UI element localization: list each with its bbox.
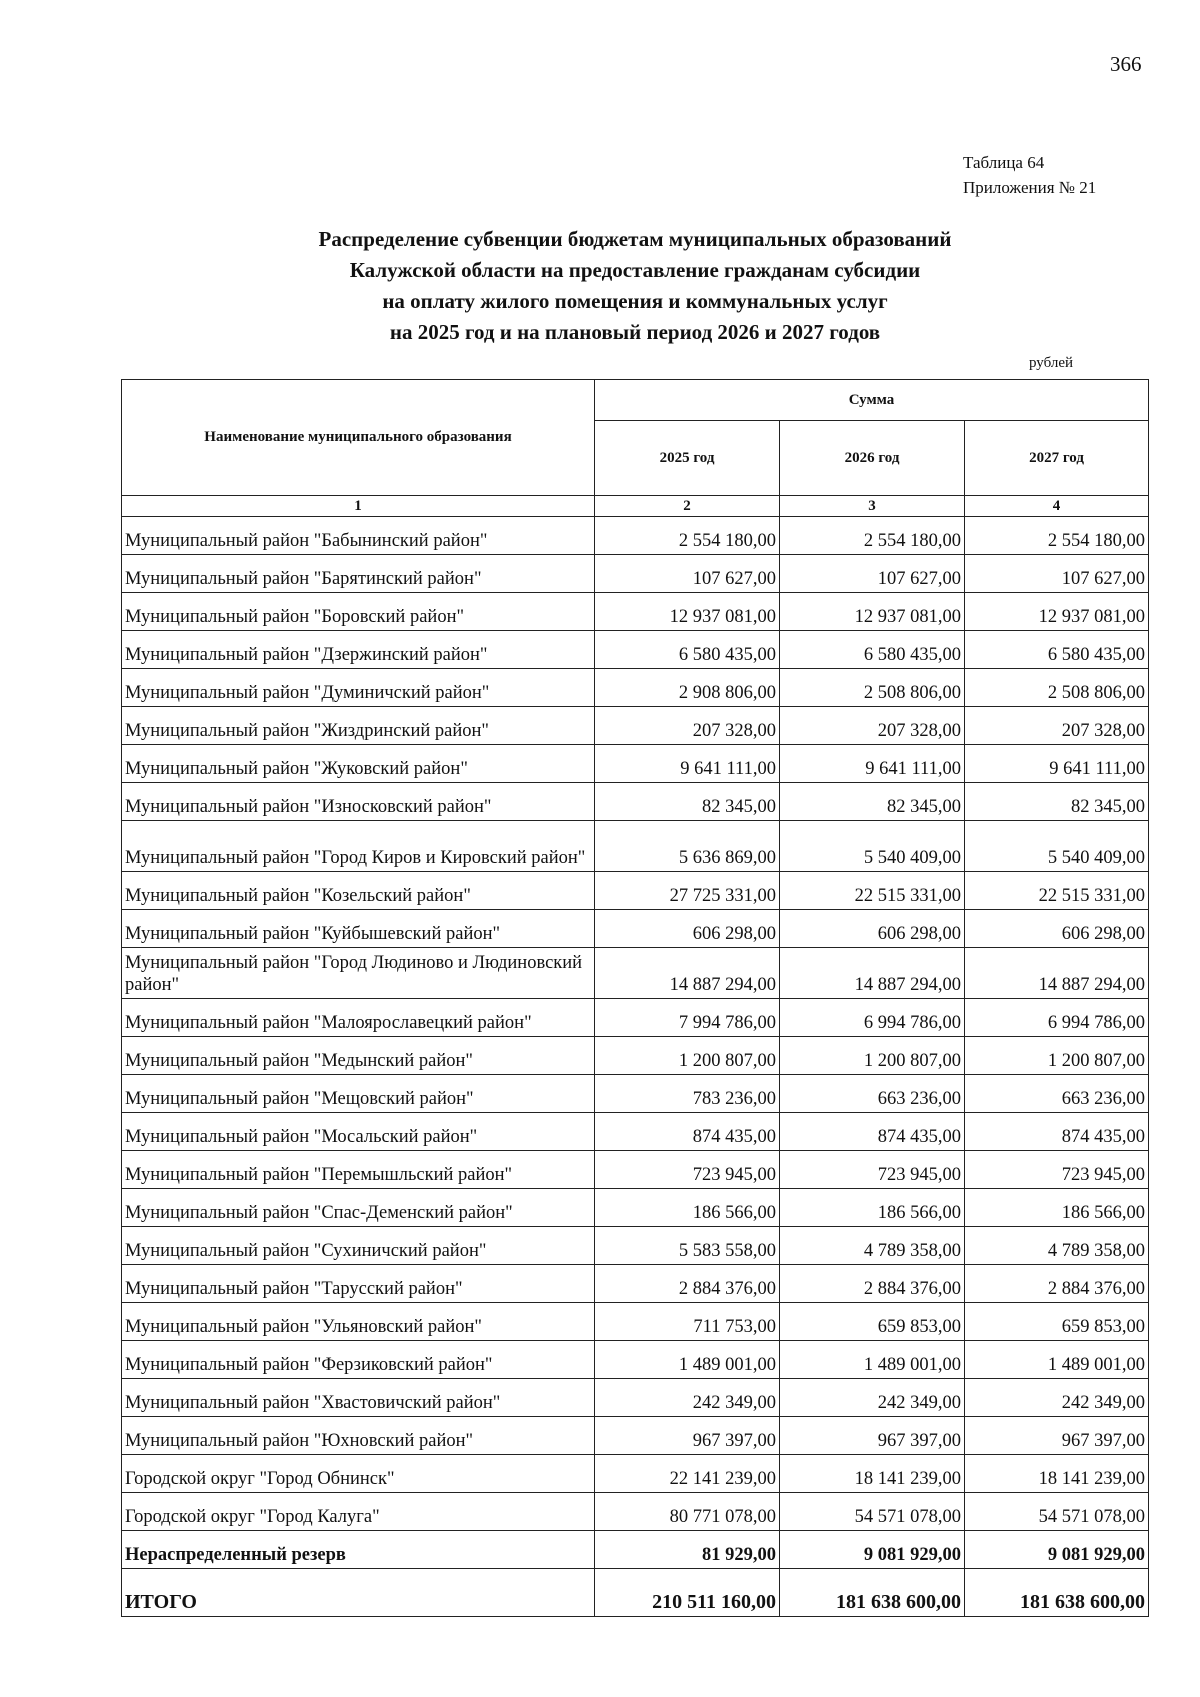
amount-2025: 1 489 001,00	[595, 1341, 780, 1379]
document-title	[200, 224, 1070, 348]
column-number-row	[122, 496, 1149, 517]
amount-2025: 711 753,00	[595, 1303, 780, 1341]
table-ref-line1: Таблица 64	[963, 153, 1045, 172]
table-row	[122, 872, 1149, 910]
amount-2026: 4 789 358,00	[780, 1227, 965, 1265]
table-row	[122, 593, 1149, 631]
municipality-name: Муниципальный район "Жуковский район"	[122, 745, 595, 783]
table-row	[122, 1569, 1149, 1617]
column-number: 2	[595, 496, 780, 517]
municipality-name: Муниципальный район "Мещовский район"	[122, 1075, 595, 1113]
amount-2027: 12 937 081,00	[965, 593, 1149, 631]
amount-2026: 874 435,00	[780, 1113, 965, 1151]
amount-2025: 22 141 239,00	[595, 1455, 780, 1493]
table-row	[122, 1531, 1149, 1569]
amount-2026: 2 554 180,00	[780, 517, 965, 555]
amount-2026: 18 141 239,00	[780, 1455, 965, 1493]
amount-2026: 181 638 600,00	[780, 1569, 965, 1617]
table-row	[122, 1265, 1149, 1303]
amount-2027: 18 141 239,00	[965, 1455, 1149, 1493]
amount-2025: 80 771 078,00	[595, 1493, 780, 1531]
column-number: 4	[965, 496, 1149, 517]
municipality-name: Муниципальный район "Куйбышевский район"	[122, 910, 595, 948]
amount-2025: 9 641 111,00	[595, 745, 780, 783]
table-row	[122, 821, 1149, 872]
municipality-name: Муниципальный район "Медынский район"	[122, 1037, 595, 1075]
amount-2025: 874 435,00	[595, 1113, 780, 1151]
table-row	[122, 1113, 1149, 1151]
amount-2027: 663 236,00	[965, 1075, 1149, 1113]
amount-2027: 967 397,00	[965, 1417, 1149, 1455]
title-line-4: на 2025 год и на плановый период 2026 и 2027 годов	[389, 320, 881, 344]
title-line-2: Калужской области на предоставление гражданам субсидии	[349, 258, 921, 282]
header-sum: Сумма	[595, 380, 1149, 421]
page-number: 366	[1110, 52, 1142, 76]
amount-2025: 967 397,00	[595, 1417, 780, 1455]
municipality-name: Муниципальный район "Жиздринский район"	[122, 707, 595, 745]
amount-2027: 2 554 180,00	[965, 517, 1149, 555]
amount-2027: 6 580 435,00	[965, 631, 1149, 669]
table-row	[122, 1227, 1149, 1265]
amount-2027: 606 298,00	[965, 910, 1149, 948]
amount-2026: 242 349,00	[780, 1379, 965, 1417]
amount-2025: 12 937 081,00	[595, 593, 780, 631]
title-line-1: Распределение субвенции бюджетам муниципальных образований	[318, 227, 952, 251]
amount-2025: 2 908 806,00	[595, 669, 780, 707]
units-label: рублей	[1029, 355, 1074, 371]
amount-2026: 82 345,00	[780, 783, 965, 821]
amount-2025: 1 200 807,00	[595, 1037, 780, 1075]
amount-2027: 242 349,00	[965, 1379, 1149, 1417]
table-row	[122, 555, 1149, 593]
amount-2025: 723 945,00	[595, 1151, 780, 1189]
municipality-name: Муниципальный район "Перемышльский район"	[122, 1151, 595, 1189]
amount-2025: 5 583 558,00	[595, 1227, 780, 1265]
amount-2027: 54 571 078,00	[965, 1493, 1149, 1531]
column-number: 3	[780, 496, 965, 517]
municipality-name: Муниципальный район "Думиничский район"	[122, 669, 595, 707]
municipality-name: Муниципальный район "Износковский район"	[122, 783, 595, 821]
header-year-2026: 2026 год	[780, 421, 965, 496]
table-row	[122, 783, 1149, 821]
amount-2027: 1 489 001,00	[965, 1341, 1149, 1379]
municipality-name: Муниципальный район "Барятинский район"	[122, 555, 595, 593]
amount-2025: 783 236,00	[595, 1075, 780, 1113]
table-row	[122, 1455, 1149, 1493]
amount-2026: 1 200 807,00	[780, 1037, 965, 1075]
amount-2027: 723 945,00	[965, 1151, 1149, 1189]
table-row	[122, 631, 1149, 669]
amount-2027: 4 789 358,00	[965, 1227, 1149, 1265]
amount-2026: 723 945,00	[780, 1151, 965, 1189]
municipality-name: Муниципальный район "Бабынинский район"	[122, 517, 595, 555]
amount-2027: 9 081 929,00	[965, 1531, 1149, 1569]
amount-2027: 181 638 600,00	[965, 1569, 1149, 1617]
amount-2025: 186 566,00	[595, 1189, 780, 1227]
amount-2026: 6 994 786,00	[780, 999, 965, 1037]
amount-2025: 107 627,00	[595, 555, 780, 593]
amount-2025: 82 345,00	[595, 783, 780, 821]
amount-2025: 27 725 331,00	[595, 872, 780, 910]
table-reference	[963, 150, 1096, 200]
amount-2025: 14 887 294,00	[595, 948, 780, 999]
municipality-name: Городской округ "Город Калуга"	[122, 1493, 595, 1531]
table-ref-line2: Приложения № 21	[963, 178, 1097, 197]
table-row	[122, 1075, 1149, 1113]
amount-2026: 2 508 806,00	[780, 669, 965, 707]
amount-2027: 82 345,00	[965, 783, 1149, 821]
amount-2027: 22 515 331,00	[965, 872, 1149, 910]
table-row	[122, 1189, 1149, 1227]
amount-2026: 663 236,00	[780, 1075, 965, 1113]
table-row	[122, 517, 1149, 555]
amount-2027: 2 884 376,00	[965, 1265, 1149, 1303]
municipality-name: Муниципальный район "Дзержинский район"	[122, 631, 595, 669]
amount-2027: 107 627,00	[965, 555, 1149, 593]
municipality-name: Муниципальный район "Мосальский район"	[122, 1113, 595, 1151]
amount-2025: 207 328,00	[595, 707, 780, 745]
amount-2026: 606 298,00	[780, 910, 965, 948]
municipality-name: Муниципальный район "Малоярославецкий район"	[122, 999, 595, 1037]
amount-2025: 5 636 869,00	[595, 821, 780, 872]
table-row	[122, 1151, 1149, 1189]
amount-2025: 2 884 376,00	[595, 1265, 780, 1303]
column-number: 1	[122, 496, 595, 517]
amount-2026: 2 884 376,00	[780, 1265, 965, 1303]
table-row	[122, 1037, 1149, 1075]
municipality-name: Муниципальный район "Ульяновский район"	[122, 1303, 595, 1341]
amount-2025: 606 298,00	[595, 910, 780, 948]
table-row	[122, 707, 1149, 745]
table-row	[122, 910, 1149, 948]
amount-2026: 22 515 331,00	[780, 872, 965, 910]
amount-2026: 12 937 081,00	[780, 593, 965, 631]
amount-2027: 5 540 409,00	[965, 821, 1149, 872]
header-year-2027: 2027 год	[965, 421, 1149, 496]
amount-2027: 207 328,00	[965, 707, 1149, 745]
subvention-table	[121, 379, 1149, 1617]
amount-2025: 2 554 180,00	[595, 517, 780, 555]
municipality-name: Муниципальный район "Город Людиново и Людиновский район"	[122, 948, 595, 999]
header-name-column: Наименование муниципального образования	[122, 380, 595, 496]
amount-2026: 54 571 078,00	[780, 1493, 965, 1531]
municipality-name: ИТОГО	[122, 1569, 595, 1617]
amount-2026: 5 540 409,00	[780, 821, 965, 872]
amount-2026: 967 397,00	[780, 1417, 965, 1455]
amount-2025: 210 511 160,00	[595, 1569, 780, 1617]
municipality-name: Муниципальный район "Хвастовичский район"	[122, 1379, 595, 1417]
amount-2027: 874 435,00	[965, 1113, 1149, 1151]
municipality-name: Городской округ "Город Обнинск"	[122, 1455, 595, 1493]
amount-2025: 81 929,00	[595, 1531, 780, 1569]
municipality-name: Нераспределенный резерв	[122, 1531, 595, 1569]
table-row	[122, 999, 1149, 1037]
municipality-name: Муниципальный район "Ферзиковский район"	[122, 1341, 595, 1379]
municipality-name: Муниципальный район "Город Киров и Кировский район"	[122, 821, 595, 872]
amount-2026: 6 580 435,00	[780, 631, 965, 669]
amount-2026: 9 641 111,00	[780, 745, 965, 783]
municipality-name: Муниципальный район "Юхновский район"	[122, 1417, 595, 1455]
amount-2026: 14 887 294,00	[780, 948, 965, 999]
table-row	[122, 1417, 1149, 1455]
municipality-name: Муниципальный район "Боровский район"	[122, 593, 595, 631]
table-row	[122, 1303, 1149, 1341]
municipality-name: Муниципальный район "Тарусский район"	[122, 1265, 595, 1303]
municipality-name: Муниципальный район "Сухиничский район"	[122, 1227, 595, 1265]
amount-2027: 14 887 294,00	[965, 948, 1149, 999]
amount-2025: 7 994 786,00	[595, 999, 780, 1037]
amount-2026: 9 081 929,00	[780, 1531, 965, 1569]
amount-2026: 1 489 001,00	[780, 1341, 965, 1379]
amount-2026: 107 627,00	[780, 555, 965, 593]
table-row	[122, 745, 1149, 783]
amount-2027: 1 200 807,00	[965, 1037, 1149, 1075]
table-row	[122, 1341, 1149, 1379]
amount-2025: 6 580 435,00	[595, 631, 780, 669]
header-year-2025: 2025 год	[595, 421, 780, 496]
table-row	[122, 1493, 1149, 1531]
amount-2027: 6 994 786,00	[965, 999, 1149, 1037]
title-line-3: на оплату жилого помещения и коммунальных услуг	[382, 289, 888, 313]
table-row	[122, 948, 1149, 999]
table-row	[122, 1379, 1149, 1417]
amount-2027: 186 566,00	[965, 1189, 1149, 1227]
amount-2027: 9 641 111,00	[965, 745, 1149, 783]
amount-2025: 242 349,00	[595, 1379, 780, 1417]
municipality-name: Муниципальный район "Козельский район"	[122, 872, 595, 910]
amount-2026: 186 566,00	[780, 1189, 965, 1227]
municipality-name: Муниципальный район "Спас-Деменский район"	[122, 1189, 595, 1227]
table-row	[122, 669, 1149, 707]
amount-2027: 659 853,00	[965, 1303, 1149, 1341]
amount-2026: 659 853,00	[780, 1303, 965, 1341]
amount-2027: 2 508 806,00	[965, 669, 1149, 707]
amount-2026: 207 328,00	[780, 707, 965, 745]
